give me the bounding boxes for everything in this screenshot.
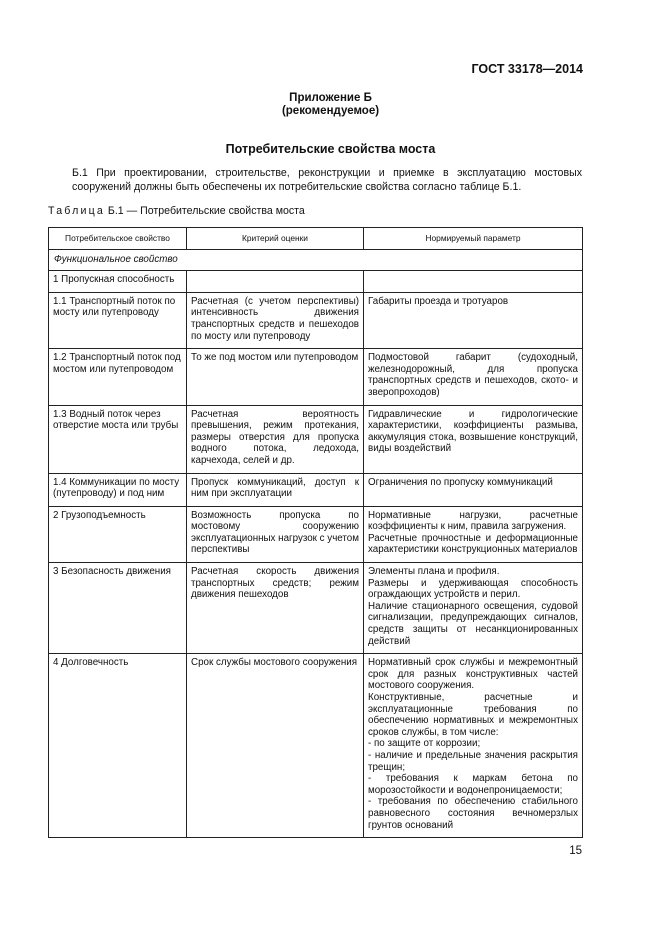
property-cell: 2 Грузоподъемность — [49, 506, 187, 562]
criterion-cell: То же под мостом или путепроводом — [187, 349, 364, 405]
parameter-cell-line: Размеры и удерживающая способность ограждающих устройств и перил. — [368, 577, 578, 601]
parameter-cell-line: Наличие стационарного освещения, судовой сигнализации, предупреждающих сигналов, средств защиты от несанкционированных действий — [368, 600, 578, 647]
table-caption — [48, 205, 305, 217]
table-header-row — [49, 228, 583, 250]
column-header-criterion: Критерий оценки — [187, 228, 364, 250]
criterion-cell: Срок службы мостового сооружения — [187, 654, 364, 838]
property-cell: 1.1 Транспортный поток по мосту или путепроводу — [49, 292, 187, 348]
parameter-cell-line: - по защите от коррозии; — [368, 738, 481, 750]
table-row — [49, 271, 583, 293]
section-title: Потребительские свойства моста — [225, 142, 436, 156]
parameter-cell-line: Расчетные прочностные и деформационные характеристики конструкционных материалов — [368, 532, 578, 556]
parameter-cell-line: Конструктивные, расчетные и эксплуатационные требования по обеспечению нормативных и межремонтных сроков службы, в том числе: — [368, 692, 578, 738]
parameter-cell: Ограничения по пропуску коммуникаций — [364, 473, 583, 506]
parameter-cell-line: Нормативный срок службы и межремонтный срок для разных конструктивных частей мостового сооружения. — [368, 657, 578, 692]
criterion-cell: Пропуск коммуникаций, доступ к ним при эксплуатации — [187, 473, 364, 506]
document-code: ГОСТ 33178—2014 — [471, 62, 583, 76]
table-caption-text: Б.1 — Потребительские свойства моста — [104, 205, 305, 217]
intro-paragraph — [48, 167, 582, 194]
table-row — [49, 654, 583, 838]
criterion-cell: Возможность пропуска по мостовому сооружению эксплуатационных нагрузок с учетом перспективы — [187, 506, 364, 562]
table-row — [49, 292, 583, 348]
properties-table — [48, 227, 583, 838]
criterion-cell: Расчетная скорость движения транспортных средств; режим движения пешеходов — [187, 563, 364, 654]
parameter-cell-line: Элементы плана и профиля. — [368, 566, 500, 578]
table-row — [49, 473, 583, 506]
parameter-cell — [364, 506, 583, 562]
parameter-cell — [364, 654, 583, 838]
column-header-property: Потребительское свойство — [49, 228, 187, 250]
parameter-cell-line: - требования по обеспечению стабильного равновесного состояния вечномерзлых грунтов оснований — [368, 796, 578, 831]
table-row — [49, 405, 583, 473]
parameter-cell — [364, 271, 583, 293]
appendix-subtitle: (рекомендуемое) — [281, 105, 380, 117]
section-label: Функциональное свойство — [49, 249, 583, 271]
table-row — [49, 349, 583, 405]
parameter-cell: Гидравлические и гидрологические характеристики, коэффициенты размыва, аккумуляция стока, возвышение конструкций, виды воздействий — [364, 405, 583, 473]
parameter-cell-line: - наличие и предельные значения раскрытия трещин; — [368, 749, 578, 773]
property-cell: 3 Безопасность движения — [49, 563, 187, 654]
criterion-cell: Расчетная вероятность превышения, режим протекания, размеры отверстия для пропуска водного потока, ледохода, карчехода, селей и др. — [187, 405, 364, 473]
criterion-cell: Расчетная (с учетом перспективы) интенсивность движения транспортных средств и пешеходов по мосту или путепроводу — [187, 292, 364, 348]
column-header-parameter: Нормируемый параметр — [364, 228, 583, 250]
parameter-cell: Подмостовой габарит (судоходный, железнодорожный, для пропуска транспортных средств и пешеходов, ското- и зверопроходов) — [364, 349, 583, 405]
parameter-cell: Габариты проезда и тротуаров — [364, 292, 583, 348]
property-cell: 1.4 Коммуникации по мосту (путепроводу) и под ним — [49, 473, 187, 506]
section-row — [49, 249, 583, 271]
parameter-cell — [364, 563, 583, 654]
intro-text: Б.1 При проектировании, строительстве, реконструкции и приемке в эксплуатацию мостовых сооружений должны быть обеспечены их потребительские свойства согласно таблице Б.1. — [72, 167, 582, 193]
table-row — [49, 506, 583, 562]
criterion-cell — [187, 271, 364, 293]
property-cell: 1.3 Водный поток через отверстие моста или трубы — [49, 405, 187, 473]
table-row — [49, 563, 583, 654]
property-cell: 1.2 Транспортный поток под мостом или путепроводом — [49, 349, 187, 405]
page-number: 15 — [569, 845, 582, 857]
property-cell: 1 Пропускная способность — [49, 271, 187, 293]
parameter-cell-line: - требования к маркам бетона по морозостойкости и водонепроницаемости; — [368, 773, 578, 796]
table-caption-prefix: Таблица — [48, 205, 105, 217]
appendix-title: Приложение Б — [289, 92, 372, 104]
parameter-cell-line: Нормативные нагрузки, расчетные коэффициенты к ним, правила загружения. — [368, 509, 578, 533]
property-cell: 4 Долговечность — [49, 654, 187, 838]
